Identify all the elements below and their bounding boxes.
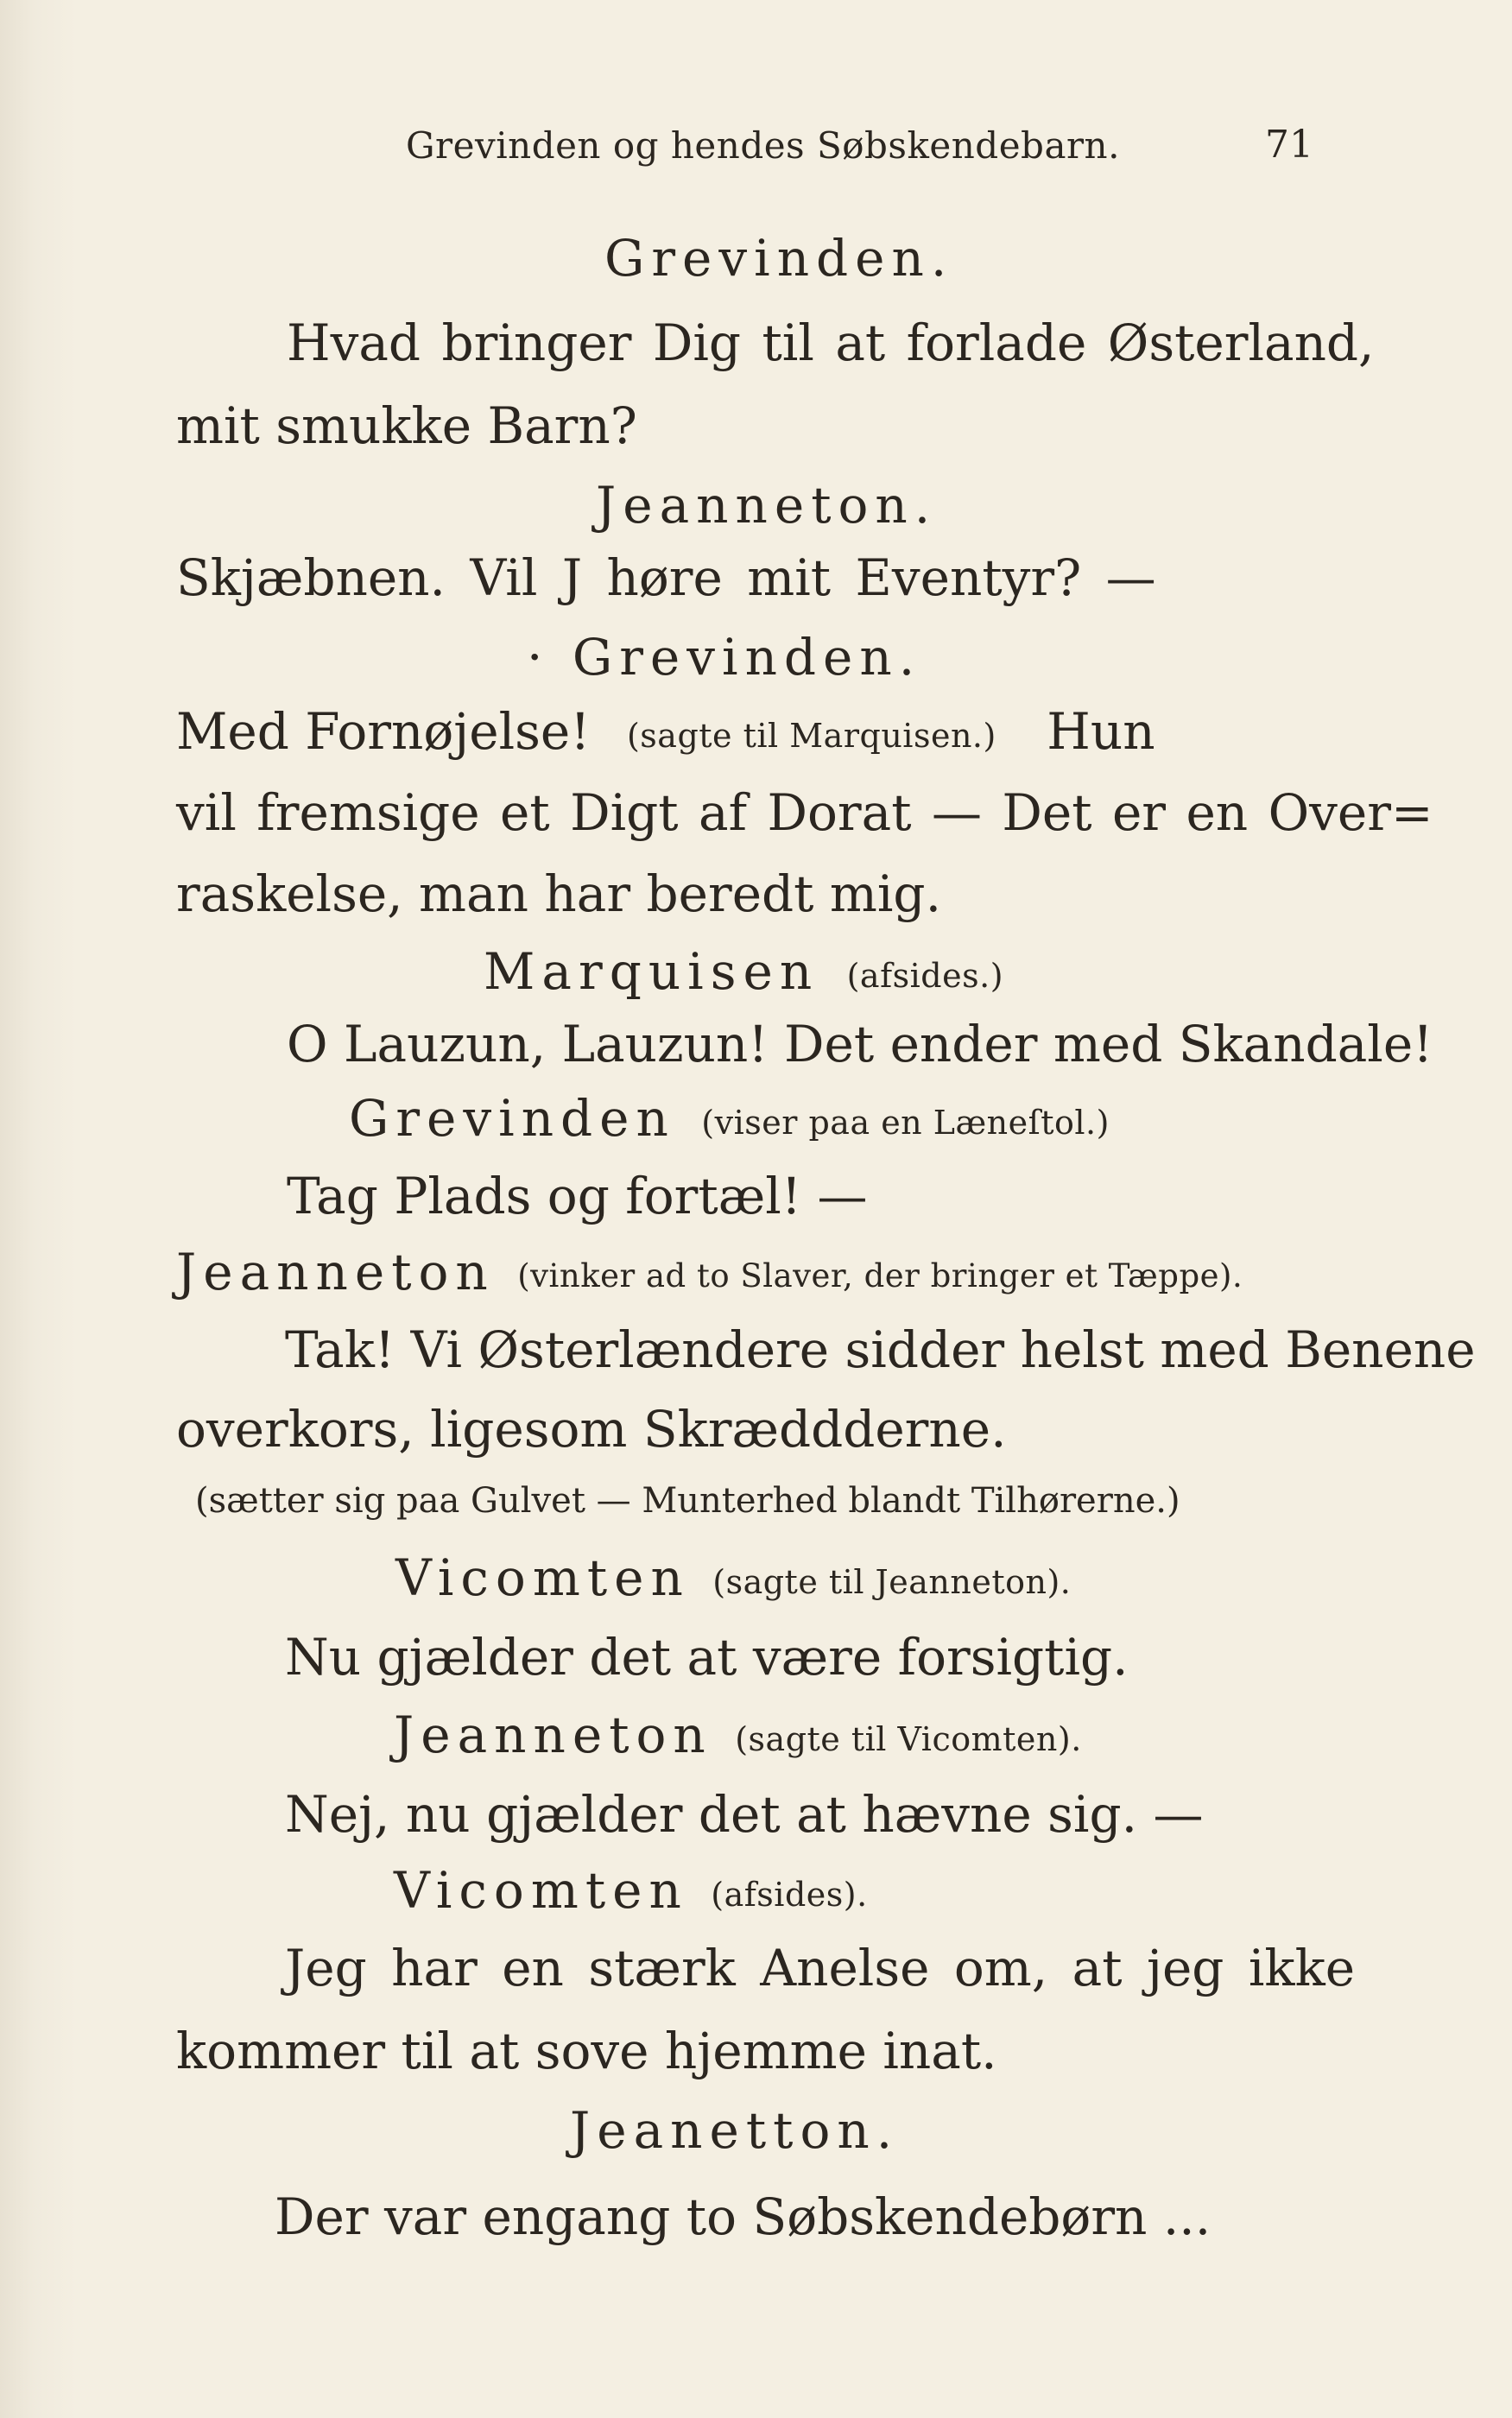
stage-direction: (afsides.) (846, 956, 1004, 995)
stage-direction: (sagte til Jeanneton). (712, 1562, 1072, 1601)
speaker-name: Grevinden (349, 1089, 675, 1148)
speech-line: Hvad bringer Dig til at forlade Østerland, (287, 313, 1375, 372)
speech-line: Der var engang to Søbskendebørn ... (275, 2187, 1211, 2246)
speech-text: Hun (1047, 702, 1155, 761)
running-title: Grevinden og hendes Søbskendebarn. (406, 124, 1120, 167)
speech-line: Nu gjælder det at være forsigtig. (285, 1628, 1129, 1687)
speaker-name: Jeanetton. (570, 2101, 900, 2160)
speaker-name: Vicomten (395, 1548, 690, 1607)
stage-direction: (sagte til Vicomten). (735, 1719, 1082, 1758)
speaker-line (349, 1089, 1110, 1148)
speech-line: Skjæbnen. Vil J høre mit Eventyr? — (176, 548, 1156, 607)
stage-direction: (afsides). (711, 1875, 868, 1914)
speaker-line (394, 1861, 868, 1920)
speaker-name: Vicomten (394, 1861, 688, 1920)
speech-line: O Lauzun, Lauzun! Det ender med Skandale! (287, 1015, 1433, 1073)
speech-line: overkors, ligesom Skræddderne. (176, 1400, 1007, 1459)
speaker-name: Jeanneton. (596, 476, 938, 535)
stage-direction: (vinker ad to Slaver, der bringer et Tæppe). (517, 1257, 1243, 1295)
speech-text: Med Fornøjelse! (176, 702, 591, 761)
speech-line: Tag Plads og fortæl! — (287, 1167, 868, 1225)
speaker-name: Marquisen (484, 942, 819, 1001)
stage-direction: (sætter sig paa Gulvet — Munterhed blandt Tilhørerne.) (195, 1481, 1180, 1521)
speaker-line (394, 1706, 1082, 1764)
speech-line: kommer til at sove hjemme inat. (176, 2022, 997, 2080)
speaker-line (484, 942, 1004, 1001)
speech-line (176, 702, 1155, 761)
speaker-line (176, 1243, 1243, 1301)
speech-line: Tak! Vi Østerlændere sidder helst med Benene (285, 1320, 1476, 1379)
speech-line: raskelse, man har beredt mig. (176, 864, 942, 923)
speaker-line (395, 1548, 1072, 1607)
speaker-name: Jeanneton (176, 1243, 495, 1301)
stage-direction: (viser paa en Læneſtol.) (701, 1103, 1110, 1142)
speech-line: Jeg har en stærk Anelse om, at jeg ikke (285, 1939, 1356, 1997)
speaker-name: Grevinden. (604, 229, 954, 288)
speech-line: vil fremsige et Digt af Dorat — Det er en Over= (176, 783, 1433, 842)
page-number: 71 (1265, 123, 1313, 167)
stage-direction: (sagte til Marquisen.) (626, 716, 996, 755)
speaker-name: Jeanneton (394, 1706, 712, 1764)
speech-line: mit smukke Barn? (176, 396, 637, 455)
speaker-name: · Grevinden. (527, 628, 922, 687)
speech-line: Nej, nu gjælder det at hævne sig. — (285, 1785, 1204, 1844)
